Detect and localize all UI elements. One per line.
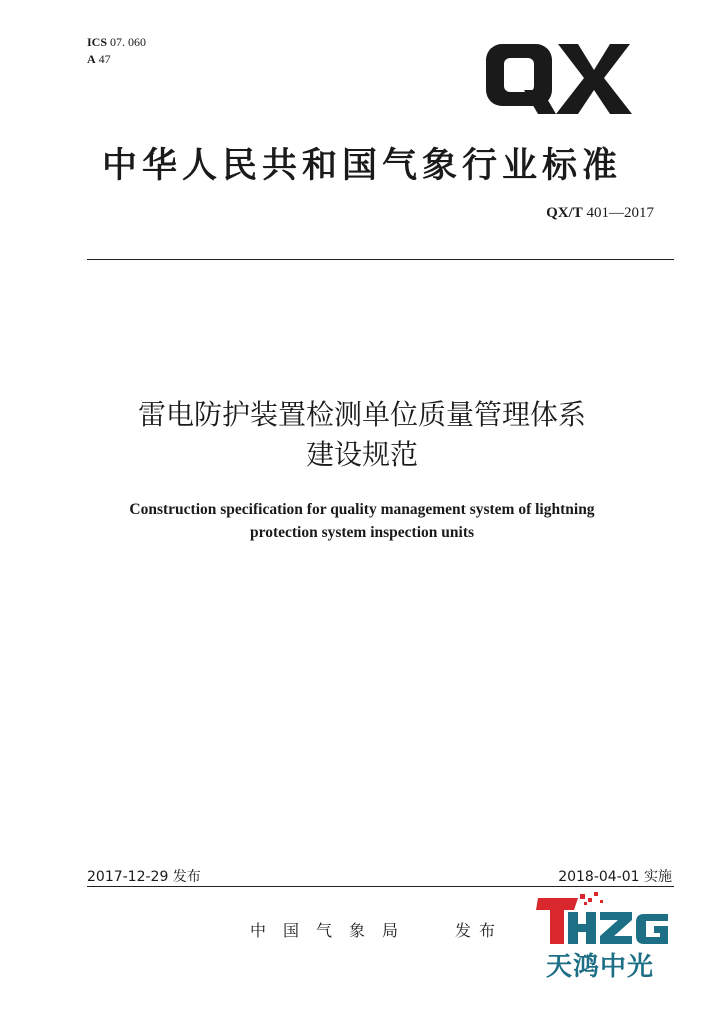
implement-date: 2018-04-01 实施	[558, 869, 672, 885]
title-en-line-2: protection system inspection units	[249, 524, 475, 541]
qx-logo	[484, 40, 634, 118]
title-zh-line-2: 建设规范	[305, 438, 418, 471]
issue-date: 2017-12-29 发布	[87, 869, 201, 885]
title-zh-line-1: 雷电防护装置检测单位质量管理体系	[137, 398, 586, 431]
document-title-zh	[0, 395, 724, 475]
document-title-en	[0, 498, 724, 544]
cls-label: A	[87, 52, 96, 66]
ics-value: 07. 060	[110, 35, 147, 49]
top-rule	[87, 259, 674, 260]
cls-value: 47	[98, 52, 111, 66]
publisher: 中国气象局	[250, 921, 416, 940]
standard-number-value: 401—2017	[586, 205, 654, 221]
title-en-line-1: Construction specification for quality management system of lightning	[129, 501, 595, 518]
classification-codes	[87, 34, 146, 68]
publish-word: 发布	[455, 921, 504, 940]
ics-label: ICS	[87, 35, 108, 49]
standard-number-prefix: QX/T	[546, 205, 583, 221]
standard-number	[546, 205, 654, 222]
standard-title: 中华人民共和国气象行业标准	[101, 146, 622, 186]
watermark-company: 天鸿中光	[546, 952, 655, 982]
bottom-rule	[87, 886, 674, 887]
